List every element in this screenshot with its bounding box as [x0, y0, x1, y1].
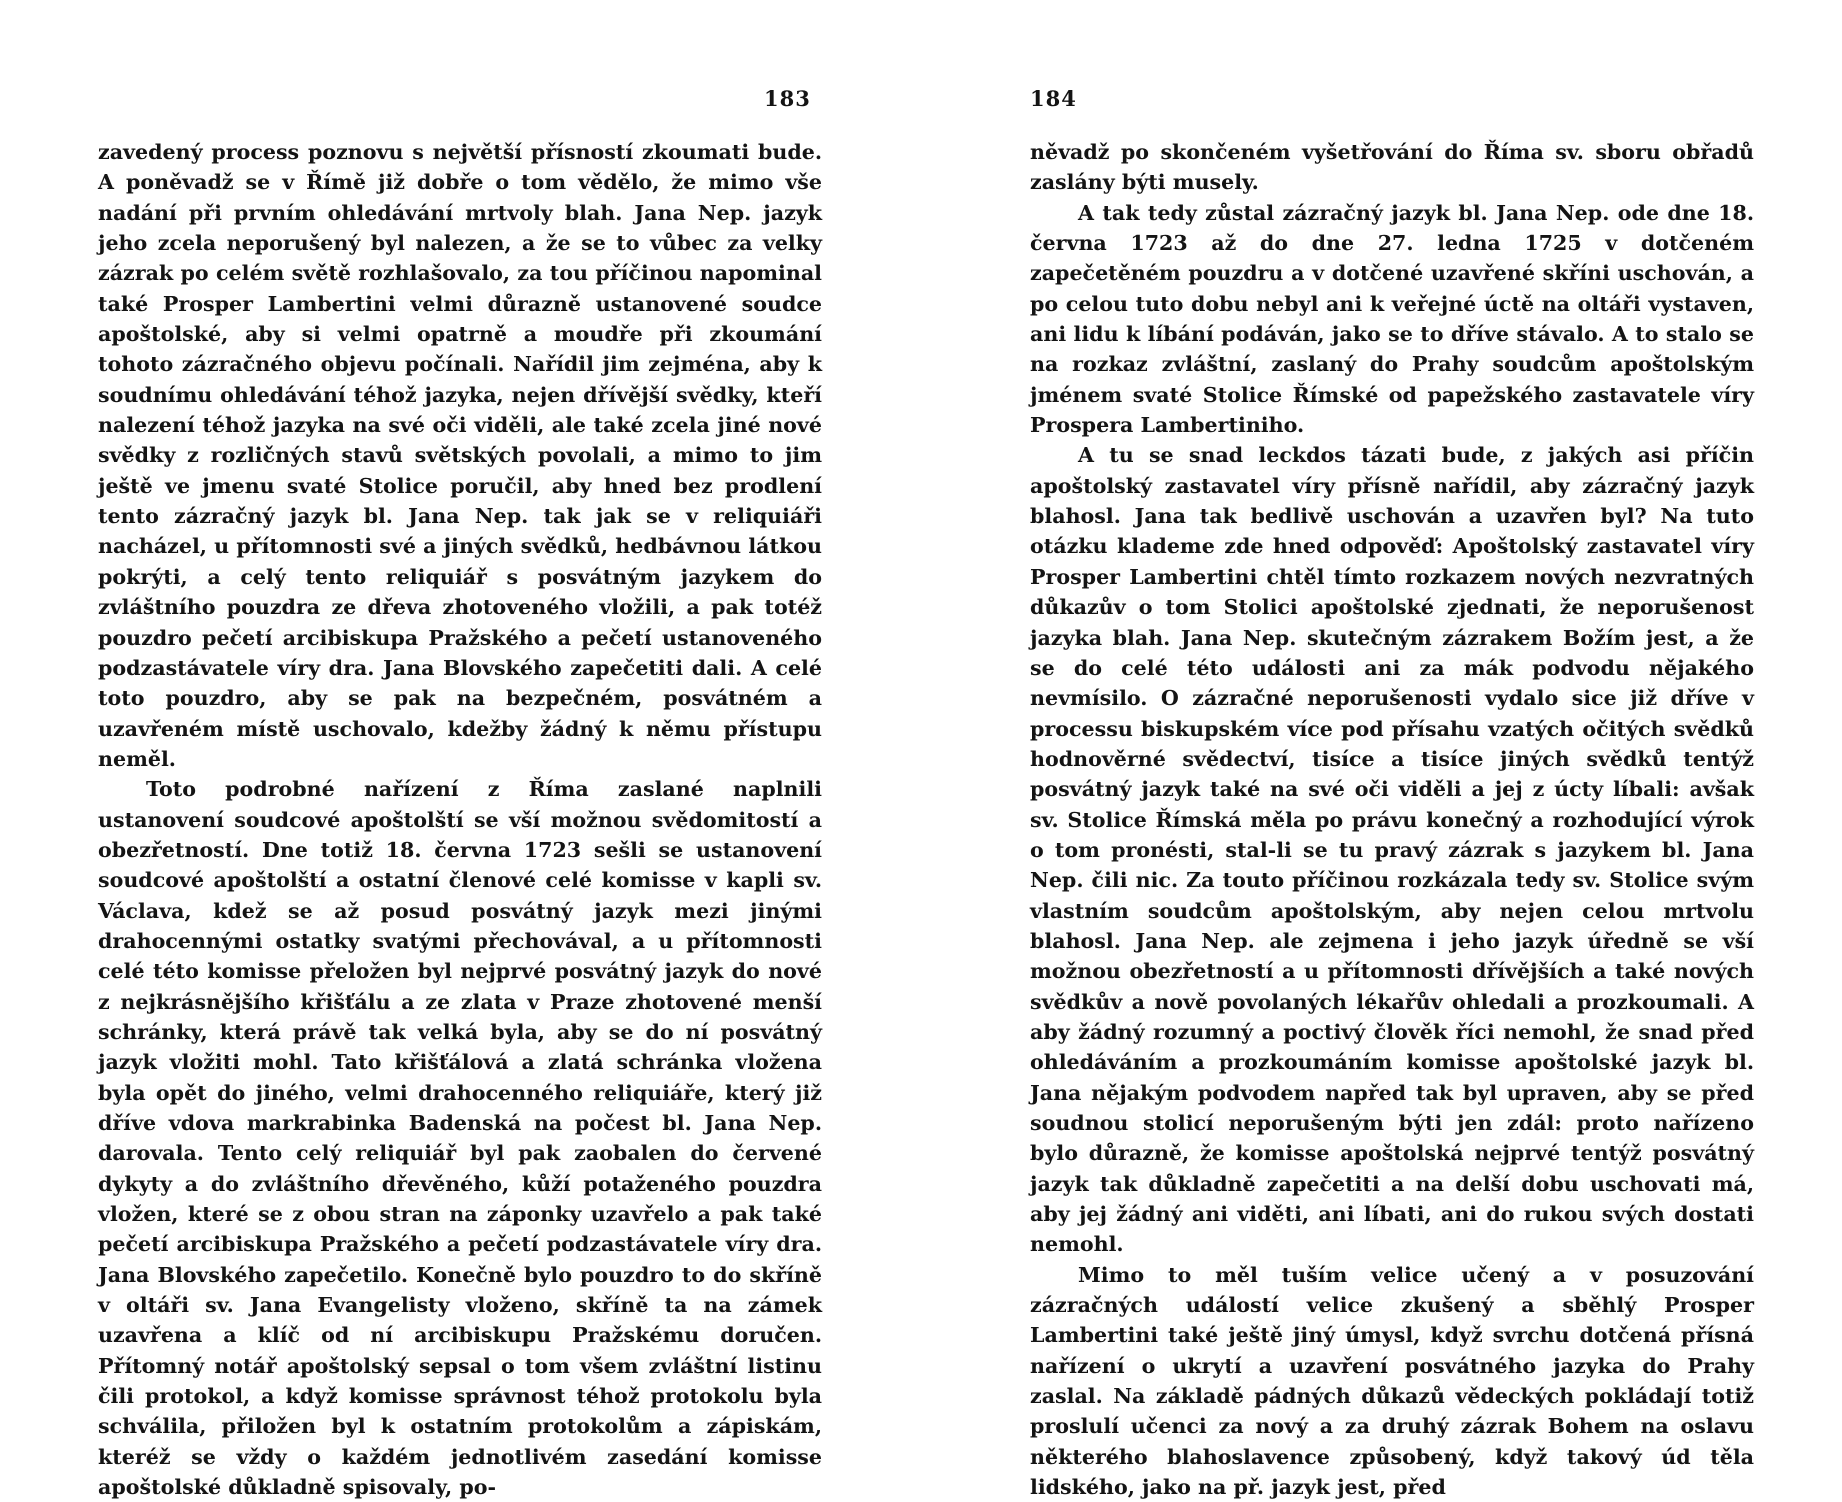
left-page	[0, 0, 921, 1500]
paragraph: Mimo to měl tuším velice učený a v posuzování zázračných událostí velice zkušený a sběhlý Prosper Lambertini také ještě jiný úmysl, když svrchu dotčená přísná nařízení o ukrytí a uzavření posvátného jazyka do Prahy zaslal. Na základě pádných důkazů vědeckých pokládají totiž proslulí učenci za nový a za druhý zázrak Bohem na oslavu některého blahoslavence způsobený, když takový úd těla lidského, jako na př. jazyk jest, před	[1030, 1262, 1754, 1500]
paragraph: zavedený process poznovu s největší přísností zkoumati bude. A poněvadž se v Římě již dobře o tom vědělo, že mimo vše nadání při prvním ohledávání mrtvoly blah. Jana Nep. jazyk jeho zcela neporušený byl nalezen, a že se to vůbec za velky zázrak po celém světě rozhlašovalo, za tou příčinou napominal také Prosper Lambertini velmi důrazně ustanovené soudce apoštolské, aby si velmi opatrně a moudře při zkoumání tohoto zázračného objevu počínali. Nařídil jim zejména, aby k soudnímu ohledávání téhož jazyka, nejen dřívější svědky, kteří nalezení téhož jazyka na své oči viděli, ale také zcela jiné nové svědky z rozličných stavů světských povolali, a mimo to jim ještě ve jmenu svaté Stolice poručil, aby hned bez prodlení tento zázračný jazyk bl. Jana Nep. tak jak se v reliquiáři nacházel, u přítomnosti své a jiných svědků, hedbávnou látkou pokrýti, a celý tento reliquiář s posvátným jazykem do zvláštního pouzdra ze dřeva zhotoveného vložili, a pak totéž pouzdro pečetí arcibiskupa Pražského a pečetí ustanoveného podzastávatele víry dra. Jana Blovského zapečetiti dali. A celé toto pouzdro, aby se pak na bezpečném, posvátném a uzavřeném místě uschovalo, kdežby žádný k němu přístupu neměl.	[98, 140, 822, 771]
paragraph: A tu se snad leckdos tázati bude, z jakých asi příčin apoštolský zastavatel víry přísně nařídil, aby zázračný jazyk blahosl. Jana tak bedlivě uschován a uzavřen byl? Na tuto otázku klademe zde hned odpověď: Apoštolský zastavatel víry Prosper Lambertini chtěl tímto rozkazem nových nezvratných důkazův o tom Stolici apoštolské zjednati, že neporušenost jazyka blah. Jana Nep. skutečným zázrakem Božím jest, a že se do celé této události ani za mák podvodu nějakého nevmísilo. O zázračné neporušenosti vydalo sice již dříve v processu biskupském více pod přísahu vzatých očitých svědků hodnověrné svědectví, tisíce a tisíce jiných svědků tentýž posvátný jazyk také na své oči viděli a jej z úcty líbali: avšak sv. Stolice Římská měla po právu konečný a rozhodující výrok o tom pronésti, stal-li se tu pravý zázrak s jazykem bl. Jana Nep. čili nic. Za touto příčinou rozkázala tedy sv. Stolice svým vlastním soudcům apoštolským, aby nejen celou mrtvolu blahosl. Jana Nep. ale zejmena i jeho jazyk úředně se vší možnou obezřetností a u přítomnosti dřívějších a také nových svědkův a nově povolaných lékařův ohledali a prozkoumali. A aby žádný rozumný a poctivý člověk říci nemohl, že snad před ohledáváním a prozkoumáním komisse apoštolské jazyk bl. Jana nějakým podvodem napřed tak byl upraven, aby se před soudnou stolicí neporušeným býti jen zdál: proto nařízeno bylo důrazně, že komisse apoštolská nejprvé tentýž posvátný jazyk tak důkladně zapečetiti a na delší dobu uschovati má, aby jej žádný ani viděti, ani líbati, ani do rukou svých dostati nemohl.	[1030, 443, 1754, 1257]
right-page	[921, 0, 1842, 1500]
paragraph: Toto podrobné nařízení z Říma zaslané naplnili ustanovení soudcové apoštolští se vší možnou svědomitostí a obezřetností. Dne totiž 18. června 1723 sešli se ustanovení soudcové apoštolští a ostatní členové celé komisse v kapli sv. Václava, kdež se až posud posvátný jazyk mezi jinými drahocennými ostatky svatými přechovával, a u přítomnosti celé této komisse přeložen byl nejprvé posvátný jazyk do nové z nejkrásnějšího křišťálu a ze zlata v Praze zhotovené menší schránky, která právě tak velká byla, aby se do ní posvátný jazyk vložiti mohl. Tato křišťálová a zlatá schránka vložena byla opět do jiného, velmi drahocenného reliquiáře, který již dříve vdova markrabinka Badenská na počest bl. Jana Nep. darovala. Tento celý reliquiář byl pak zaobalen do červené dykyty a do zvláštního dřevěného, kůží potaženého pouzdra vložen, které se z obou stran na záponky uzavřelo a pak také pečetí arcibiskupa Pražského a pečetí podzastávatele víry dra. Jana Blovského zapečetilo. Konečně bylo pouzdro to do skříně v oltáři sv. Jana Evangelisty vloženo, skříně ta na zámek uzavřena a klíč od ní arcibiskupu Pražskému doručen. Přítomný notář apoštolský sepsal o tom všem zvláštní listinu čili protokol, a když komisse správnost téhož protokolu byla schválila, přiložen byl k ostatním protokolům a zápiskám, kteréž se vždy o každém jednotlivém zasedání komisse apoštolské důkladně spisovaly, po-	[98, 777, 822, 1500]
page-number: 184	[1030, 86, 1077, 111]
body-text	[98, 137, 822, 1502]
page-number: 183	[764, 86, 811, 111]
paragraph: něvadž po skončeném vyšetřování do Říma sv. sboru obřadů zaslány býti musely.	[1030, 140, 1754, 195]
paragraph: A tak tedy zůstal zázračný jazyk bl. Jana Nep. ode dne 18. června 1723 až do dne 27. ledna 1725 v dotčeném zapečetěném pouzdru a v dotčené uzavřené skříni uschován, a po celou tuto dobu nebyl ani k veřejné úctě na oltáři vystaven, ani lidu k líbání podáván, jako se to dříve stávalo. A to stalo se na rozkaz zvláštní, zaslaný do Prahy soudcům apoštolským jménem svaté Stolice Římské od papežského zastavatele víry Prospera Lambertiniho.	[1030, 200, 1754, 438]
body-text	[1030, 137, 1754, 1502]
